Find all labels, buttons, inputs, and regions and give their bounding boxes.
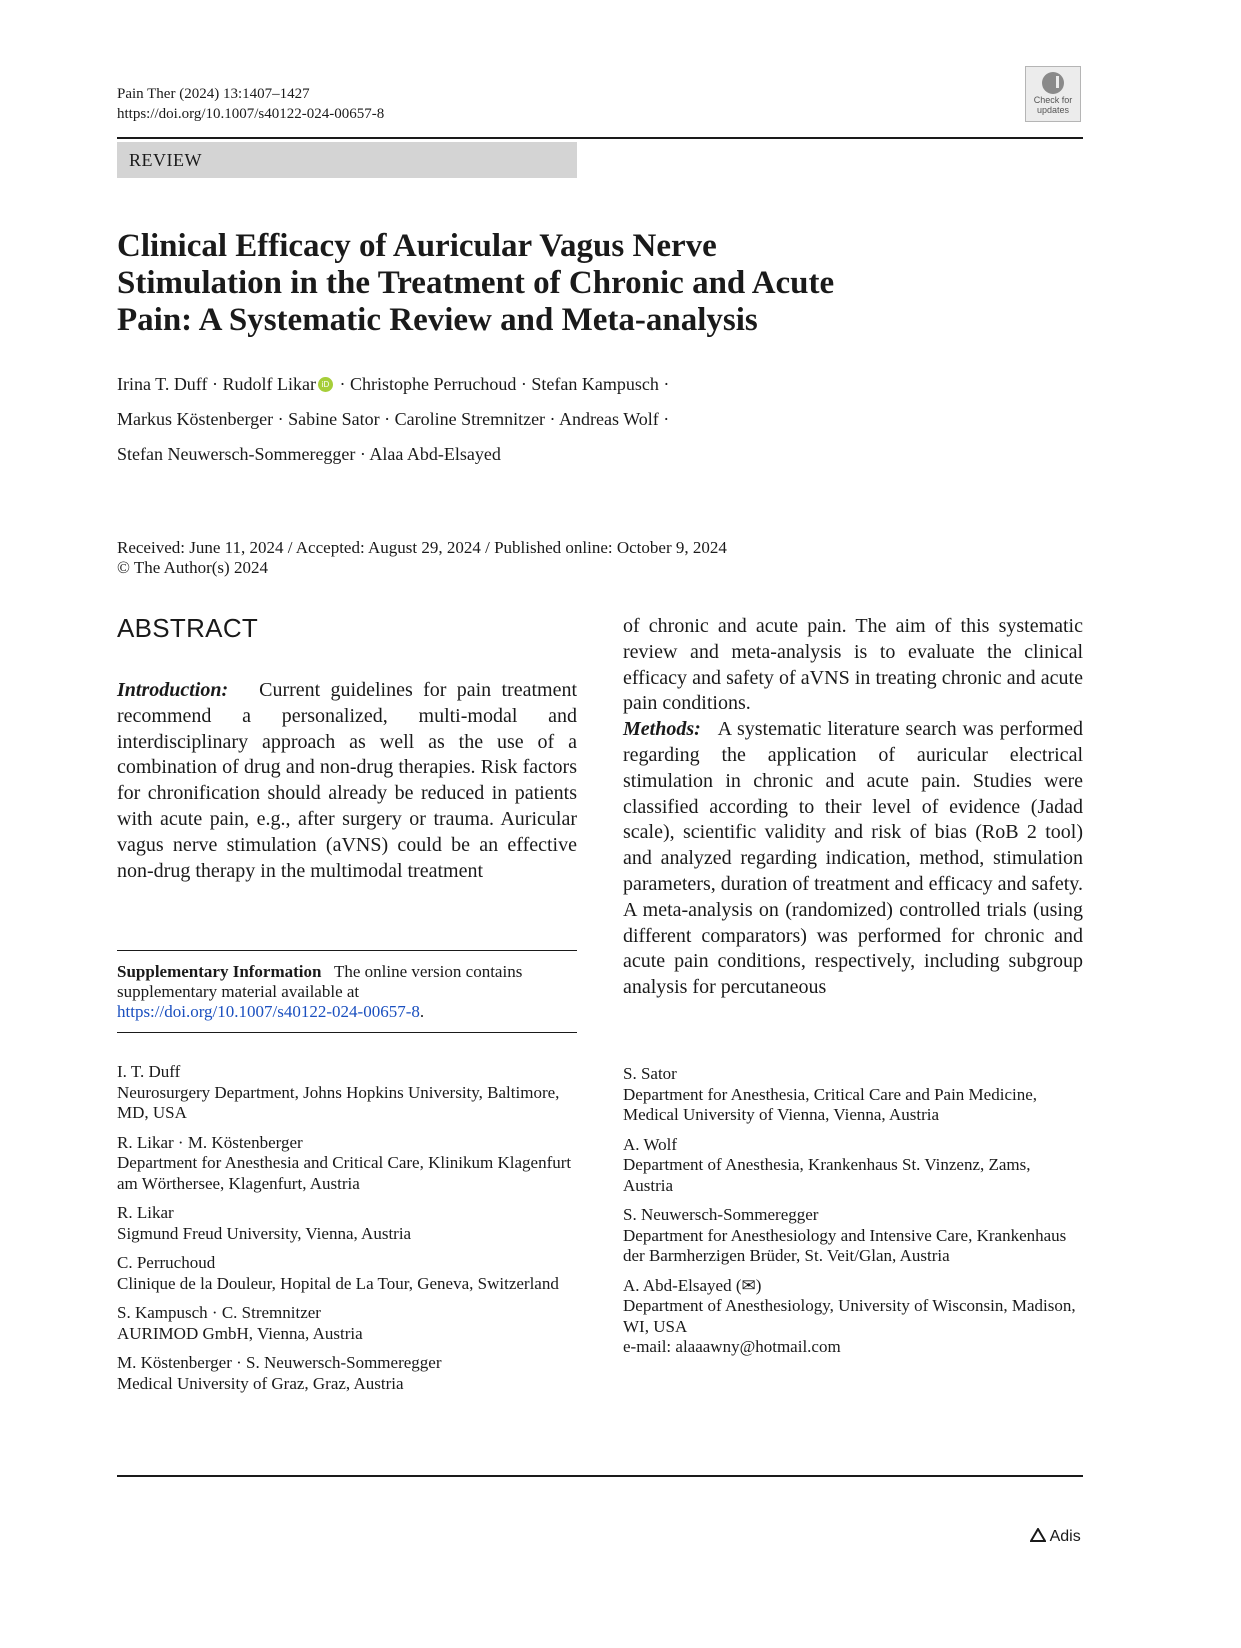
affiliation-address: Department for Anesthesia and Critical Care, Klinikum Klagenfurt am Wörthersee, Klagenfurt, Austria — [117, 1153, 572, 1193]
abstract-heading: ABSTRACT — [117, 613, 259, 643]
authors-part-b: · Christophe Perruchoud · Stefan Kampusch · — [334, 374, 670, 394]
authors-part-a: Irina T. Duff · Rudolf Likar — [117, 374, 316, 394]
methods-text: A systematic literature search was performed regarding the application of auricular electrical stimulation in chronic and acute pain. Studies were classified according to their level of evidence (Jadad scale), scientific validity and risk of bias (RoB 2 tool) and analyzed regarding indication, method, stimulation parameters, duration of treatment and efficacy and safety. A meta-analysis on (randomized) controlled trials (using different comparators) was performed for chronic and acute pain conditions, respectively, including subgroup analysis for percutaneous — [623, 718, 1083, 999]
abstract-right-column: of chronic and acute pain. The aim of this systematic review and meta-analysis is to evaluate the clinical efficacy and safety of aVNS in treating chronic and acute pain conditions. Methods: A systematic literature search was performed regarding the application of auricular electrical stimulation in chronic and acute pain. Studies were classified according to their level of evidence (Jadad scale), scientific validity and risk of bias (RoB 2 tool) and analyzed regarding indication, method, stimulation parameters, duration of treatment and efficacy and safety. A meta-analysis on (randomized) controlled trials (using different comparators) was performed for chronic and acute pain conditions, respectively, including subgroup analysis for percutaneous — [623, 615, 1083, 999]
supplementary-label: Supplementary Information — [117, 962, 322, 981]
affiliation-block — [623, 1205, 1083, 1267]
check-badge-line2: updates — [1036, 105, 1070, 115]
footer-rule — [117, 1475, 1083, 1477]
article-doi[interactable]: https://doi.org/10.1007/s40122-024-00657-8 — [117, 106, 385, 122]
title-line-2: Stimulation in the Treatment of Chronic and Acute — [117, 265, 835, 301]
affiliation-names: A. Abd-Elsayed (✉) — [623, 1275, 762, 1295]
orcid-icon[interactable]: iD — [318, 377, 333, 392]
article-type-label: REVIEW — [129, 150, 202, 170]
check-updates-icon — [1042, 72, 1064, 94]
abstract-intro-paragraph: Introduction: Current guidelines for pain treatment recommend a personalized, multi-modal and interdisciplinary approach as well as the use of a combination of drug and non-drug therapies. Risk factors for chronification should already be reduced in patients with acute pain, e.g., after surgery or trauma. Auricular vagus nerve stimulation (aVNS) could be an effective non-drug therapy in the multimodal treatment — [117, 679, 578, 882]
copyright-line: © The Author(s) 2024 — [117, 558, 268, 577]
affiliation-names: M. Köstenberger · S. Neuwersch-Sommeregger — [117, 1353, 442, 1372]
affiliation-address: Sigmund Freud University, Vienna, Austria — [117, 1223, 412, 1243]
affiliation-address: Medical University of Graz, Graz, Austria — [117, 1373, 404, 1393]
methods-label: Methods — [623, 718, 695, 741]
affiliation-block — [623, 1064, 1083, 1126]
article-history: Received: June 11, 2024 / Accepted: August 29, 2024 / Published online: October 9, 2024 — [117, 538, 727, 557]
affiliation-block — [117, 1203, 577, 1244]
affiliation-address: Clinique de la Douleur, Hopital de La Tour, Geneva, Switzerland — [117, 1273, 559, 1293]
publisher-logo — [1030, 1528, 1081, 1546]
affiliation-block — [117, 1133, 577, 1195]
affiliation-names: S. Kampusch · C. Stremnitzer — [117, 1303, 321, 1322]
affiliation-address: Department of Anesthesia, Krankenhaus St. Vinzenz, Zams, Austria — [623, 1155, 1031, 1195]
article-title — [117, 228, 1077, 339]
supplementary-bottom-rule — [117, 1032, 577, 1033]
article-type-band — [117, 142, 577, 178]
title-line-1: Clinical Efficacy of Auricular Vagus Nerve — [117, 228, 717, 264]
affiliation-address: AURIMOD GmbH, Vienna, Austria — [117, 1323, 363, 1343]
title-line-3: Pain: A Systematic Review and Meta-analysis — [117, 302, 758, 338]
intro-continuation: of chronic and acute pain. The aim of this systematic review and meta-analysis is to evaluate the clinical efficacy and safety of aVNS in treating chronic and acute pain conditions. — [623, 615, 1083, 715]
affiliation-names: A. Wolf — [623, 1134, 678, 1154]
check-badge-line1: Check for — [1033, 95, 1073, 105]
supplementary-end: . — [419, 1002, 425, 1021]
affiliation-address: Neurosurgery Department, Johns Hopkins University, Baltimore, MD, USA — [117, 1082, 560, 1122]
intro-label: Introduction — [117, 679, 222, 701]
affiliation-address: Department for Anesthesia, Critical Care and Pain Medicine, Medical University of Vienna, Vienna, Austria — [623, 1084, 1038, 1124]
supplementary-information — [117, 962, 577, 1022]
publisher-name: Adis — [1049, 1528, 1081, 1545]
affiliation-names: S. Sator — [623, 1064, 677, 1083]
triangle-logo-icon — [1030, 1528, 1046, 1542]
supplementary-text: The online version contains supplementary material available at — [117, 962, 523, 1001]
affiliation-email[interactable]: e-mail: alaaawny@hotmail.com — [623, 1337, 841, 1356]
author-line-2: Markus Köstenberger · Sabine Sator · Caroline Stremnitzer · Andreas Wolf · — [117, 409, 670, 429]
author-line-3: Stefan Neuwersch-Sommeregger · Alaa Abd-Elsayed — [117, 444, 501, 464]
supplementary-link[interactable]: https://doi.org/10.1007/s40122-024-00657-8 — [117, 1002, 420, 1021]
intro-text: Current guidelines for pain treatment recommend a personalized, multi-modal and interdisciplinary approach as well as the use of a combination of drug and non-drug therapies. Risk factors for chronification should already be reduced in patients with acute pain, e.g., after surgery or trauma. Auricular vagus nerve stimulation (aVNS) could be an effective non-drug therapy in the multimodal treatment — [117, 679, 578, 882]
affiliation-names: S. Neuwersch-Sommeregger — [623, 1205, 819, 1224]
affiliation-address: Department of Anesthesiology, University of Wisconsin, Madison, WI, USA — [623, 1296, 1076, 1336]
affiliation-block — [117, 1353, 577, 1394]
header-rule — [117, 137, 1083, 139]
affiliation-block — [117, 1062, 577, 1124]
affiliation-names: R. Likar — [117, 1203, 174, 1222]
check-for-updates-badge[interactable] — [1025, 66, 1081, 122]
journal-citation: Pain Ther (2024) 13:1407–1427 — [117, 86, 310, 102]
affiliation-block — [117, 1303, 577, 1344]
affiliation-block — [117, 1253, 577, 1294]
affiliation-block — [623, 1135, 1083, 1197]
author-line-1 — [117, 372, 669, 396]
affiliation-names: C. Perruchoud — [117, 1253, 216, 1272]
affiliations-right — [623, 1064, 1083, 1367]
affiliations-left — [117, 1062, 577, 1403]
supplementary-top-rule — [117, 950, 577, 951]
affiliation-block — [623, 1276, 1083, 1358]
affiliation-names: R. Likar · M. Köstenberger — [117, 1132, 303, 1152]
affiliation-names: I. T. Duff — [117, 1062, 181, 1081]
affiliation-address: Department for Anesthesiology and Intensive Care, Krankenhaus der Barmherzigen Brüder, St. Veit/Glan, Austria — [623, 1225, 1067, 1265]
